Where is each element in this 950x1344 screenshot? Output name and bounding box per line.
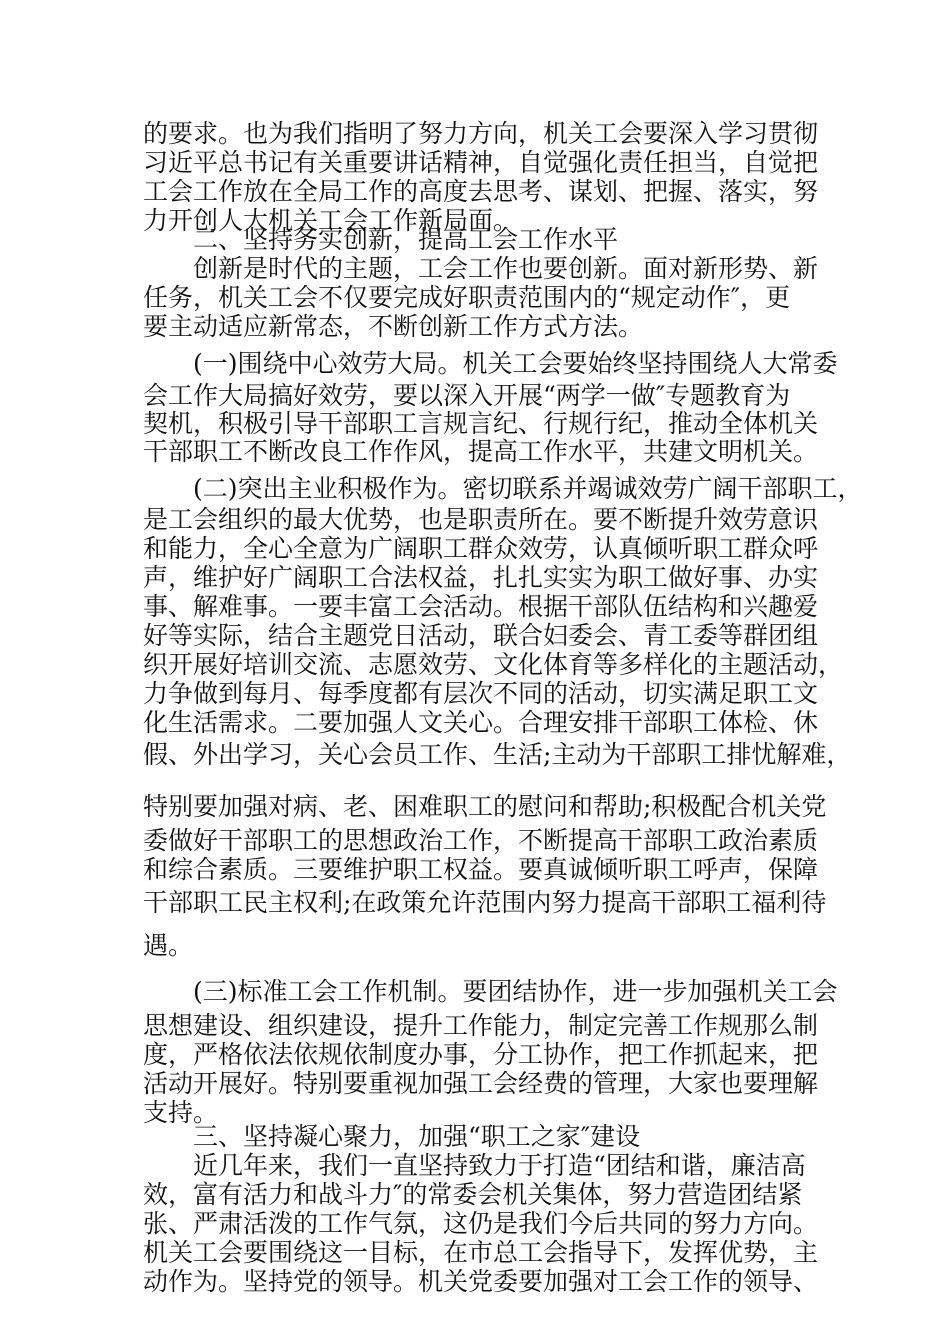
text-line: 任务，机关工会不仅要完成好职责范围内的“规定动作″，更 bbox=[143, 283, 791, 312]
text-line: 和综合素质。三要维护职工权益。要真诚倾听职工呼声，保障 bbox=[143, 855, 819, 884]
text-line: 支持。 bbox=[143, 1098, 219, 1127]
text-line: 近几年来，我们一直坚持致力于打造“团结和谐，廉洁高 bbox=[193, 1151, 806, 1180]
text-line: 事、解难事。一要丰富工会活动。根据干部队伍结构和兴趣爱 bbox=[143, 592, 819, 621]
text-line: 要主动适应新常态，不断创新工作方式方法。 bbox=[143, 312, 644, 341]
text-line: 和能力，全心全意为广阔职工群众效劳，认真倾听职工群众呼 bbox=[143, 534, 819, 563]
text-line: 张、严肃活泼的工作气氛，这仍是我们今后共同的努力方向。 bbox=[143, 1209, 819, 1238]
text-line: 习近平总书记有关重要讲话精神，自觉强化责任担当，自觉把 bbox=[143, 148, 819, 177]
text-line: 特别要加强对病、老、困难职工的慰问和帮助;积极配合机关党 bbox=[143, 792, 827, 821]
text-line: 创新是时代的主题，工会工作也要创新。面对新形势、新 bbox=[193, 254, 819, 283]
text-line: 动作为。坚持党的领导。机关党委要加强对工会工作的领导、 bbox=[143, 1267, 819, 1296]
text-line: 是工会组织的最大优势，也是职责所在。要不断提升效劳意识 bbox=[143, 505, 819, 534]
text-line: 机关工会要围绕这一目标，在市总工会指导下，发挥优势，主 bbox=[143, 1238, 819, 1267]
text-line: 度，严格依法依规依制度办事，分工协作，把工作抓起来，把 bbox=[143, 1040, 819, 1069]
text-line: 会工作大局搞好效劳，要以深入开展“两学一做″专题教育为 bbox=[143, 381, 791, 410]
text-line: 力开创人大机关工会工作新局面。 bbox=[143, 206, 519, 235]
text-line: 好等实际，结合主题党日活动，联合妇委会、青工委等群团组 bbox=[143, 621, 819, 650]
text-line: 假、外出学习，关心会员工作、生活;主动为干部职工排忧解难， bbox=[143, 740, 852, 769]
text-line: 遇。 bbox=[143, 931, 194, 960]
section-heading: 三、坚持凝心聚力，加强“职工之家″建设 bbox=[193, 1122, 641, 1151]
text-line: 效，富有活力和战斗力″的常委会机关集体，努力营造团结紧 bbox=[143, 1180, 803, 1209]
text-line: 化生活需求。二要加强人文关心。合理安排干部职工体检、休 bbox=[143, 708, 819, 737]
text-line: 声，维护好广阔职工合法权益，扎扎实实为职工做好事、办实 bbox=[143, 563, 819, 592]
text-line: (二)突出主业积极作为。密切联系并竭诚效劳广阔干部职工， bbox=[193, 474, 863, 503]
text-line: 力争做到每月、每季度都有层次不同的活动，切实满足职工文 bbox=[143, 679, 819, 708]
text-line: 工会工作放在全局工作的高度去思考、谋划、把握、落实，努 bbox=[143, 177, 819, 206]
text-line: 活动开展好。特别要重视加强工会经费的管理，大家也要理解 bbox=[143, 1069, 819, 1098]
text-line: 委做好干部职工的思想政治工作，不断提高干部职工政治素质 bbox=[143, 826, 819, 855]
section-heading: 二、坚持务实创新，提高工会工作水平 bbox=[193, 225, 619, 254]
text-line: (一)围绕中心效劳大局。机关工会要始终坚持围绕人大常委 bbox=[193, 349, 838, 378]
text-line: 契机，积极引导干部职工言规言纪、行规行纪，推动全体机关 bbox=[143, 409, 819, 438]
text-line: 思想建设、组织建设，提升工作能力，制定完善工作规那么制 bbox=[143, 1011, 819, 1040]
text-line: 干部职工民主权利;在政策允许范围内努力提高干部职工福利待 bbox=[143, 888, 827, 917]
text-line: 的要求。也为我们指明了努力方向，机关工会要深入学习贯彻 bbox=[143, 119, 819, 148]
text-line: (三)标准工会工作机制。要团结协作，进一步加强机关工会 bbox=[193, 977, 838, 1006]
text-line: 干部职工不断改良工作作风，提高工作水平，共建文明机关。 bbox=[143, 437, 819, 466]
text-line: 织开展好培训交流、志愿效劳、文化体育等多样化的主题活动， bbox=[143, 650, 844, 679]
